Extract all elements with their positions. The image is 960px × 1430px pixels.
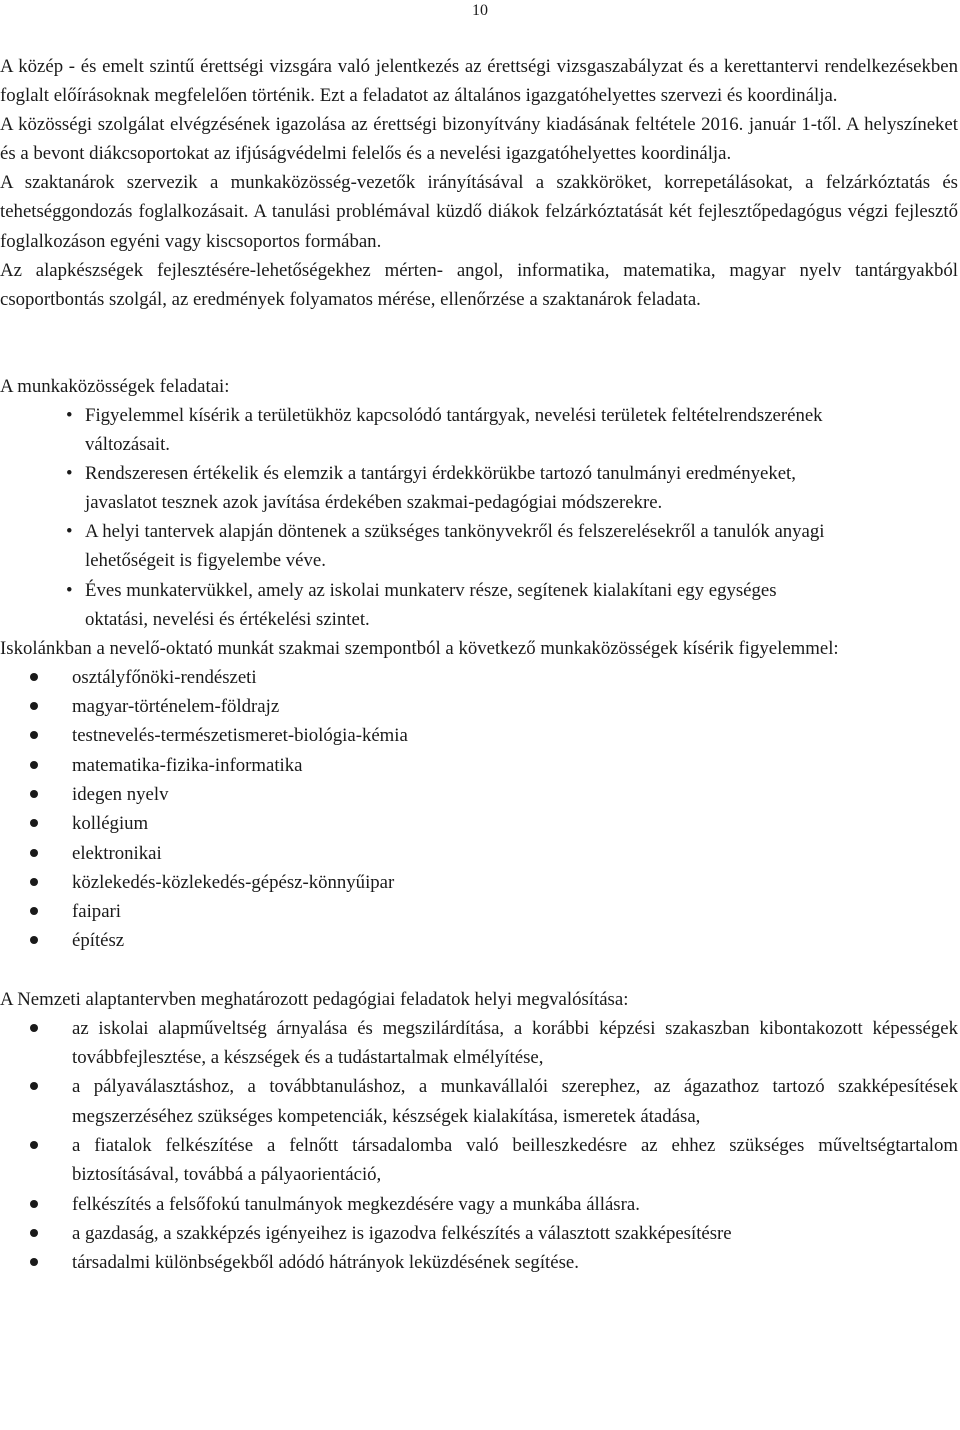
list-item: faipari [0,897,958,926]
paragraph-kozossegi-szolgalat: A közösségi szolgálat elvégzésének igazolása az érettségi bizonyítvány kiadásának feltétele 2016. január 1-től. A helyszíneket és a bevont diákcsoportokat az ifjúságvédelmi felelős és a nevelési igazgatóhelyettes koordinálja. [0,114,958,165]
bullet-icon [30,761,38,769]
paragraph-alapkeszsegek: Az alapkészségek fejlesztésére-lehetőségekhez mérten- angol, informatika, matematika, magyar nyelv tantárgyakból csoportbontás szolgál, az eredmények folyamatos mérése, ellenőrzése a szaktanárok feladata. [0,259,958,310]
list-item: közlekedés-közlekedés-gépész-könnyűipar [0,868,958,897]
list-item: testnevelés-természetismeret-biológia-kémia [0,721,958,750]
bullet-icon [30,936,38,944]
list-item: osztályfőnöki-rendészeti [0,663,958,692]
spacer [0,314,958,372]
bullet-icon [30,731,38,739]
list-item: a gazdaság, a szakképzés igényeihez is igazodva felkészítés a választott szakképesítésre [0,1219,958,1248]
list-item: kollégium [0,809,958,838]
bullet-icon [30,1024,38,1032]
list-item: az iskolai alapműveltség árnyalása és megszilárdítása, a korábbi képzési szakaszban kibontakozott képességek továbbfejlesztése, a készségek és a tudástartalmak elmélyítése, [0,1014,958,1073]
list-item: felkészítés a felsőfokú tanulmányok megkezdésére vagy a munkába állásra. [0,1190,958,1219]
list-item: társadalmi különbségekből adódó hátrányok leküzdésének segítése. [0,1248,958,1277]
spacer [0,956,958,985]
bullet-icon [30,1229,38,1237]
bullet-icon [30,1141,38,1149]
munkakozossegek-heading: A munkaközösségek feladatai: [0,375,230,397]
nat-heading: A Nemzeti alaptantervben meghatározott pedagógiai feladatok helyi megvalósítása: [0,988,629,1010]
list-item: matematika-fizika-informatika [0,751,958,780]
bullet-icon [30,790,38,798]
bullet-icon [30,1082,38,1090]
bullet-icon [30,849,38,857]
list-item: a pályaválasztáshoz, a továbbtanuláshoz, a munkavállalói szerephez, az ágazathoz tartozó szakképesítések megszerzéséhez szükséges kompetenciák, készségek kialakítása, ismeretek átadása, [0,1072,958,1131]
list-item: a fiatalok felkészítése a felnőtt társadalomba való beilleszkedésre az ehhez szükséges műveltségtartalom biztosításával, továbbá a pályaorientáció, [0,1131,958,1190]
list-item: idegen nyelv [0,780,958,809]
bullet-icon [30,1200,38,1208]
list-item: • Figyelemmel kísérik a területükhöz kapcsolódó tantárgyak, nevelési területek feltételrendszerének változásait. [0,401,958,459]
bullet-icon [30,819,38,827]
bullet-icon [30,907,38,915]
paragraph-szaktanarok: A szaktanárok szervezik a munkaközösség-vezetők irányításával a szakköröket, korrepetálásokat, a felzárkóztatás és tehetséggondozás foglalkozásait. A tanulási problémával küzdő diákok felzárkóztatását két fejlesztőpedagógus végzi fejlesztő foglalkozáson egyéni vagy kiscsoportos formában. [0,172,958,252]
list-item: magyar-történelem-földrajz [0,692,958,721]
list-item: elektronikai [0,839,958,868]
bullet-icon [30,673,38,681]
page-number: 10 [472,2,488,19]
iskolank-intro: Iskolánkban a nevelő-oktató munkát szakmai szempontból a következő munkaközösségek kísérik figyelemmel: [0,637,839,659]
document-body [0,52,958,1278]
bullet-icon [30,878,38,886]
paragraph-erettsegi: A közép - és emelt szintű érettségi vizsgára való jelentkezés az érettségi vizsgaszabályzat és a kerettantervi rendelkezésekben foglalt előírásoknak megfelelően történik. Ezt a feladatot az általános igazgatóhelyettes szervezi és koordinálja. [0,56,958,107]
nat-list [0,1014,958,1278]
bullet-icon [30,1258,38,1266]
munkakozossegek-list [0,401,958,634]
list-item: építész [0,926,958,955]
munkakozosseg-names-list [0,663,958,956]
list-item: • A helyi tantervek alapján döntenek a szükséges tankönyvekről és felszerelésekről a tanulók anyagi lehetőségeit is figyelembe véve. [0,517,958,575]
list-item: • Éves munkatervükkel, amely az iskolai munkaterv része, segítenek kialakítani egy egységes oktatási, nevelési és értékelési szintet. [0,576,958,634]
list-item: • Rendszeresen értékelik és elemzik a tantárgyi érdekkörükbe tartozó tanulmányi eredményeket, javaslatot tesznek azok javítása érdekében szakmai-pedagógiai módszerekre. [0,459,958,517]
bullet-icon [30,702,38,710]
